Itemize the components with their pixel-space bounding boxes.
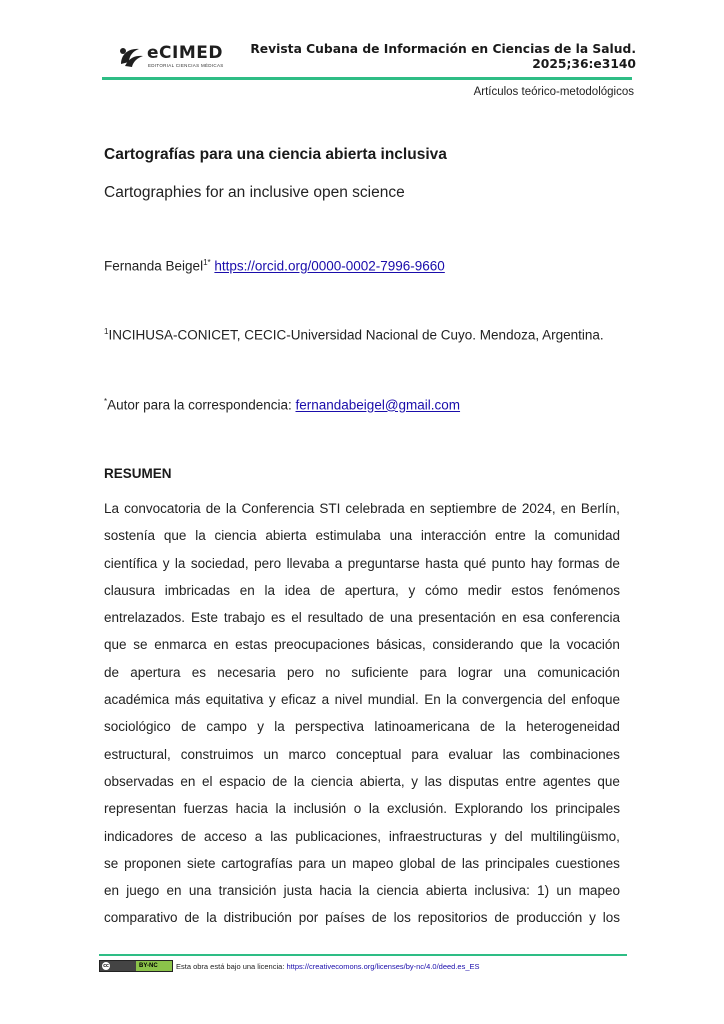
ecimed-logo-icon bbox=[117, 44, 145, 70]
correspondence-sup: * bbox=[104, 397, 108, 406]
abstract-line: sociológico de campo y la perspectiva latinoamericana de la heterogeneidad bbox=[104, 719, 620, 735]
abstract-line: de apertura es necesaria pero no suficiente para lograr una comunicación bbox=[104, 664, 620, 680]
journal-citation bbox=[250, 42, 636, 72]
license-line bbox=[176, 962, 480, 971]
footer-divider bbox=[99, 954, 627, 956]
logo-text: eCIMED bbox=[147, 43, 223, 63]
title-english: Cartographies for an inclusive open science bbox=[104, 184, 405, 201]
correspondence-label: Autor para la correspondencia: bbox=[107, 397, 296, 413]
logo-subtitle: EDITORIAL CIENCIAS MÉDICAS bbox=[148, 63, 224, 68]
author-line bbox=[104, 258, 445, 274]
header-divider bbox=[102, 77, 632, 80]
abstract-line: clausura imbricadas en la idea de apertura, y cómo medir estos fenómenos bbox=[104, 582, 620, 598]
abstract-line: se proponen siete cartografías para un mapeo global de las principales cuestiones bbox=[104, 855, 620, 871]
abstract-line: que se enmarca en estas preocupaciones básicas, considerando que la vocación bbox=[104, 637, 620, 653]
journal-name: Revista Cubana de Información en Ciencias de la Salud. bbox=[250, 42, 636, 56]
affiliation-sup: 1 bbox=[104, 327, 109, 336]
abstract-line: científica y la sociedad, pero llevaba a preguntarse hasta qué punto hay formas de bbox=[104, 555, 620, 571]
abstract-line: indicadores de acceso a las publicaciones, infraestructuras y del multilingüismo, bbox=[104, 828, 620, 844]
abstract-line: académica más equitativa y eficaz a nivel mundial. En la convergencia del enfoque bbox=[104, 692, 620, 708]
abstract-line: comparativo de la distribución por países de los repositorios de producción y los bbox=[104, 910, 620, 926]
cc-icon: cc bbox=[103, 963, 109, 969]
orcid-link[interactable]: https://orcid.org/0000-0002-7996-9660 bbox=[214, 258, 445, 274]
affiliation-line bbox=[104, 327, 604, 343]
abstract-line: estructural, construimos un marco conceptual para evaluar las combinaciones bbox=[104, 746, 620, 762]
cc-badge-label: BY-NC bbox=[139, 963, 158, 969]
section-label: Artículos teórico-metodológicos bbox=[473, 86, 634, 98]
ecimed-logo bbox=[117, 43, 247, 73]
abstract-line: entrelazados. Este trabajo es el resultado de una presentación en esa conferencia bbox=[104, 610, 620, 626]
author-name: Fernanda Beigel bbox=[104, 258, 204, 274]
title-spanish: Cartografías para una ciencia abierta inclusiva bbox=[104, 146, 447, 163]
cc-license-badge[interactable] bbox=[99, 960, 173, 972]
correspondence-line bbox=[104, 397, 460, 413]
abstract-line: representan fuerzas hacia la inclusión o la exclusión. Explorando los principales bbox=[104, 801, 620, 817]
abstract-line: La convocatoria de la Conferencia STI celebrada en septiembre de 2024, en Berlín, bbox=[104, 501, 620, 516]
license-link[interactable]: https://creativecomons.org/licenses/by-nc/4.0/deed.es_ES bbox=[286, 962, 480, 971]
abstract-line: sostenía que la ciencia abierta estimulaba una interacción entre la comunidad bbox=[104, 528, 620, 544]
journal-volume: 2025;36:e3140 bbox=[532, 57, 636, 71]
license-text: Esta obra está bajo una licencia: bbox=[176, 962, 287, 971]
abstract-heading: RESUMEN bbox=[104, 466, 172, 481]
affiliation-text: INCIHUSA-CONICET, CECIC-Universidad Nacional de Cuyo. Mendoza, Argentina. bbox=[108, 327, 604, 343]
author-sup: 1* bbox=[203, 258, 211, 267]
abstract-line: observadas en el espacio de la ciencia abierta, y las disputas entre agentes que bbox=[104, 773, 620, 789]
abstract-body bbox=[104, 499, 620, 936]
cc-badge-label-bg bbox=[136, 961, 172, 971]
email-link[interactable]: fernandabeigel@gmail.com bbox=[295, 397, 461, 413]
abstract-line: en juego en una transición justa hacia la ciencia abierta inclusiva: 1) un mapeo bbox=[104, 883, 620, 899]
